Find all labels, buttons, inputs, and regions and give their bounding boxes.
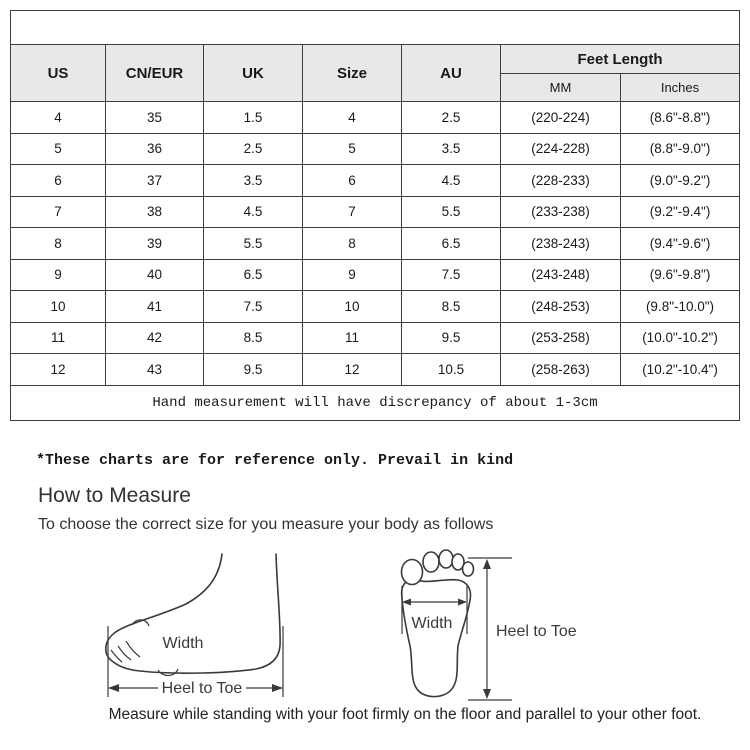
size-cell: (258-263) [501, 354, 621, 386]
size-cell: (243-248) [501, 259, 621, 291]
header-uk: UK [204, 45, 303, 102]
size-cell: (233-238) [501, 196, 621, 228]
size-cell: (9.6"-9.8") [621, 259, 740, 291]
empty-cell [11, 11, 740, 45]
size-cell: (8.6"-8.8") [621, 102, 740, 134]
table-row [11, 228, 740, 260]
size-cell: 9 [303, 259, 402, 291]
size-cell: (10.0"-10.2") [621, 322, 740, 354]
size-cell: 3.5 [402, 133, 501, 165]
size-cell: 39 [106, 228, 204, 260]
foot-top-view-icon [390, 548, 580, 708]
size-cell: 4.5 [204, 196, 303, 228]
size-cell: 10 [303, 291, 402, 323]
size-cell: 8.5 [204, 322, 303, 354]
table-row [11, 165, 740, 197]
foot-side-view-diagram [100, 552, 295, 702]
table-row [11, 354, 740, 386]
size-cell: 41 [106, 291, 204, 323]
size-cell: 5 [303, 133, 402, 165]
header-au: AU [402, 45, 501, 102]
size-cell: 11 [11, 322, 106, 354]
size-cell: 40 [106, 259, 204, 291]
table-row [11, 133, 740, 165]
size-cell: 3.5 [204, 165, 303, 197]
side-view-width-label: Width [162, 635, 204, 652]
header-size: Size [303, 45, 402, 102]
size-cell: 7.5 [402, 259, 501, 291]
size-cell: 38 [106, 196, 204, 228]
size-cell: 35 [106, 102, 204, 134]
table-empty-row [11, 11, 740, 45]
size-cell: 12 [303, 354, 402, 386]
size-cell: 37 [106, 165, 204, 197]
size-cell: 2.5 [204, 133, 303, 165]
size-cell: (228-233) [501, 165, 621, 197]
size-cell: 10 [11, 291, 106, 323]
size-cell: 6 [11, 165, 106, 197]
size-cell: 43 [106, 354, 204, 386]
header-inches: Inches [621, 74, 740, 102]
foot-side-view-icon [100, 552, 295, 702]
size-cell: 5.5 [402, 196, 501, 228]
size-cell: 10.5 [402, 354, 501, 386]
size-cell: (9.0"-9.2") [621, 165, 740, 197]
size-cell: (9.2"-9.4") [621, 196, 740, 228]
size-cell: 8 [303, 228, 402, 260]
size-cell: (224-228) [501, 133, 621, 165]
size-cell: 5 [11, 133, 106, 165]
measure-caption: Measure while standing with your foot firmly on the floor and parallel to your other foot. [108, 706, 702, 723]
size-cell: (253-258) [501, 322, 621, 354]
table-footer-row [11, 385, 740, 420]
size-cell: (10.2"-10.4") [621, 354, 740, 386]
size-cell: 36 [106, 133, 204, 165]
size-cell: (9.4"-9.6") [621, 228, 740, 260]
header-mm: MM [501, 74, 621, 102]
size-cell: 9 [11, 259, 106, 291]
size-table-body [11, 102, 740, 386]
top-view-width-label: Width [411, 615, 453, 632]
size-cell: 7 [303, 196, 402, 228]
size-cell: 11 [303, 322, 402, 354]
size-cell: 4 [11, 102, 106, 134]
size-cell: (248-253) [501, 291, 621, 323]
size-cell: 5.5 [204, 228, 303, 260]
size-cell: 1.5 [204, 102, 303, 134]
size-cell: 6.5 [204, 259, 303, 291]
size-cell: 4 [303, 102, 402, 134]
table-row [11, 259, 740, 291]
header-us: US [11, 45, 106, 102]
header-feet-length: Feet Length [501, 45, 740, 74]
table-row [11, 322, 740, 354]
how-to-measure-instruction: To choose the correct size for you measure your body as follows [38, 516, 494, 533]
side-view-heel-to-toe-label: Heel to Toe [161, 680, 243, 697]
size-cell: 8.5 [402, 291, 501, 323]
size-cell: (220-224) [501, 102, 621, 134]
size-cell: 6 [303, 165, 402, 197]
size-cell: 8 [11, 228, 106, 260]
size-cell: (8.8"-9.0") [621, 133, 740, 165]
size-cell: 6.5 [402, 228, 501, 260]
size-cell: (9.8"-10.0") [621, 291, 740, 323]
size-cell: 7 [11, 196, 106, 228]
header-cn-eur: CN/EUR [106, 45, 204, 102]
top-view-heel-to-toe-label: Heel to Toe [496, 623, 577, 640]
size-cell: 42 [106, 322, 204, 354]
size-cell: 9.5 [402, 322, 501, 354]
reference-note: *These charts are for reference only. Prevail in kind [36, 452, 514, 469]
size-cell: 12 [11, 354, 106, 386]
size-chart-table [10, 10, 740, 421]
size-cell: 7.5 [204, 291, 303, 323]
size-cell: 9.5 [204, 354, 303, 386]
size-cell: (238-243) [501, 228, 621, 260]
foot-top-view-diagram [390, 548, 580, 708]
table-row [11, 196, 740, 228]
size-cell: 4.5 [402, 165, 501, 197]
size-cell: 2.5 [402, 102, 501, 134]
table-row [11, 102, 740, 134]
table-header-row [11, 45, 740, 74]
measurement-discrepancy-note: Hand measurement will have discrepancy of about 1-3cm [11, 385, 740, 420]
table-row [11, 291, 740, 323]
how-to-measure-title: How to Measure [38, 484, 191, 507]
